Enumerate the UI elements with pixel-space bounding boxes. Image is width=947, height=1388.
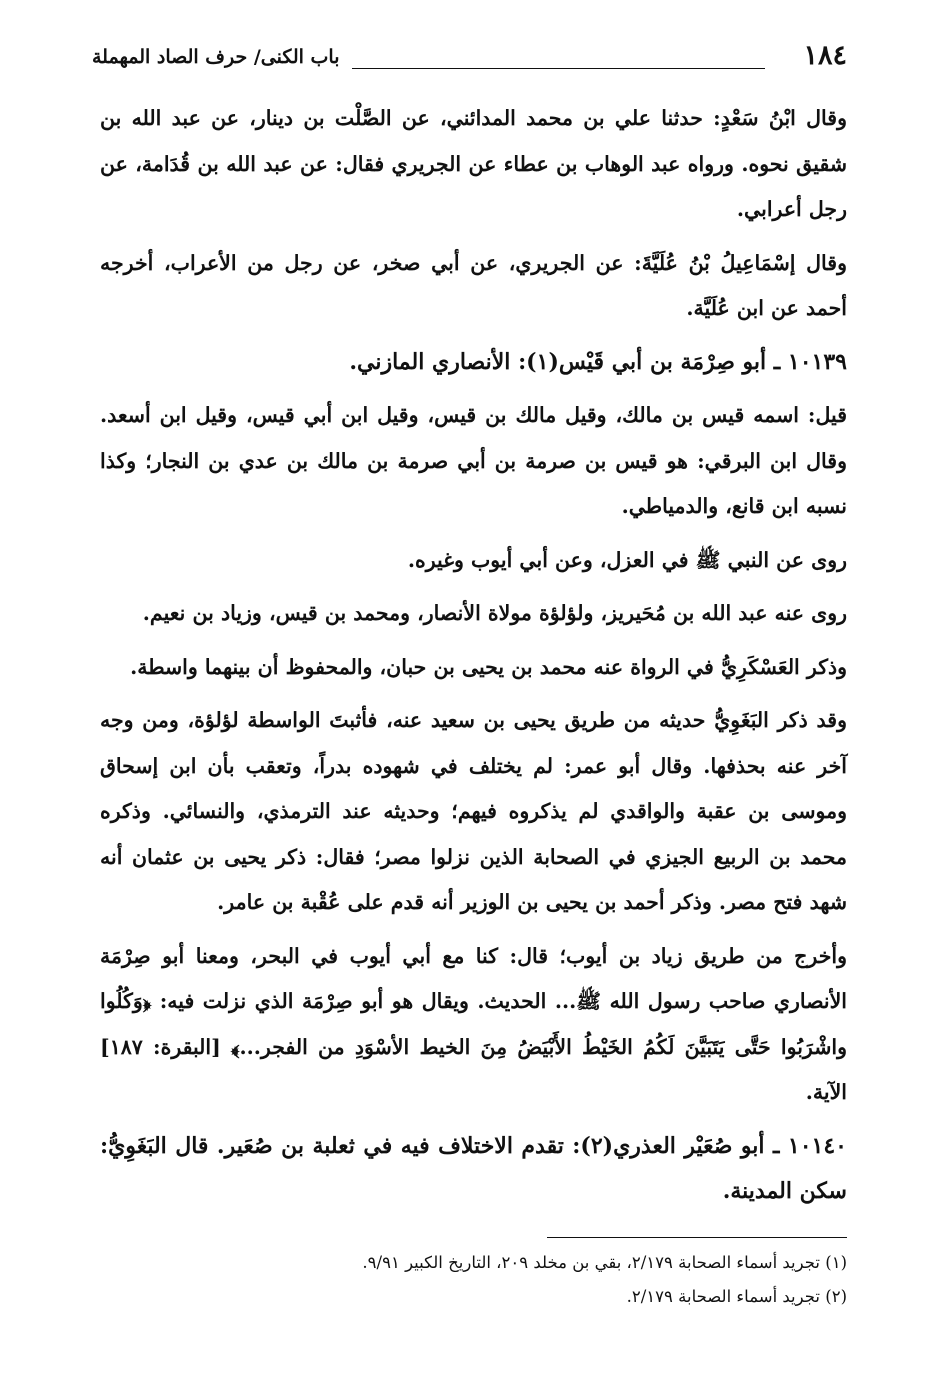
- paragraph-askari: وذكر العَسْكَرِيُّ في الرواة عنه محمد بن يحيى بن حبان، والمحفوظ أن بينهما واسطة.: [130, 654, 847, 679]
- footnotes: [100, 1246, 847, 1314]
- entry-heading-10139: ١٠١٣٩ ـ أبو صِرْمَة بن أبي قَيْس(١): الأنصاري المازني.: [349, 348, 847, 375]
- paragraph-ibn-saad: وقال ابْنُ سَعْدٍ: حدثنا علي بن محمد المدائني، عن الصَّلْت بن دينار، عن عبد الله بن شقيق نحوه. ورواه عبد الوهاب بن عطاء عن الجريري فقال: عن عبد الله بن قُدَامة، عن رجل أعرابي.: [100, 106, 847, 221]
- paragraph-baghawi: وقد ذكر البَغَوِيُّ حديثه من طريق يحيى بن سعيد عنه، فأثبتَ الواسطة لؤلؤة، ومن وجه آخر عنه بحذفها. وقال أبو عمر: لم يختلف في شهوده بدراً، وتعقب بأن ابن إسحاق وموسى بن عقبة والواقدي لم يذكروه فيهم؛ وحديثه عند الترمذي، والنسائي. وذكره محمد بن الربيع الجيزي في الصحابة الذين نزلوا مصر؛ فقال: ذكر يحيى بن عثمان أنه شهد فتح مصر. وذكر أحمد بن يحيى بن الوزير أنه قدم على عُقْبة بن عامر.: [100, 708, 847, 914]
- footnote-rule: [547, 1237, 847, 1238]
- paragraph-ziyad-ibn-ayyub: وأخرج من طريق زياد بن أيوب؛ قال: كنا مع أبي أيوب في البحر، ومعنا أبو صِرْمَة الأنصاري صاحب رسول الله ﷺ... الحديث. ويقال هو أبو صِرْمَة الذي نزلت فيه: ﴿وَكُلُوا واشْرَبُوا حَتَّى يَتَبَيَّنَ لَكُمُ الخَيْطُ الأَبْيَضُ مِنَ الخيط الأسْوَدِ من الفجر...﴾ [البقرة: ١٨٧] الآية.: [100, 943, 847, 1104]
- header-rule: [352, 68, 765, 69]
- entry-heading-10140: ١٠١٤٠ ـ أبو صُعَيْر العذري(٢): تقدم الاختلاف فيه في ثعلبة بن صُعَير. قال البَغَوِيُّ: سكن المدينة.: [100, 1132, 847, 1204]
- paragraph-narrated-by: روى عنه عبد الله بن مُحَيريز، ولؤلؤة مولاة الأنصار، ومحمد بن قيس، وزياد بن نعيم.: [142, 601, 847, 625]
- paragraph-narrated-from: روى عن النبي ﷺ في العزل، وعن أبي أيوب وغيره.: [407, 547, 847, 572]
- footnote-2: (٢) تجريد أسماء الصحابة ٢/١٧٩.: [626, 1287, 847, 1306]
- running-title: باب الكنى/ حرف الصاد المهملة: [92, 46, 340, 68]
- page-header: [92, 40, 847, 84]
- footnote-1: (١) تجريد أسماء الصحابة ٢/١٧٩، بقي بن مخلد ٢٠٩، التاريخ الكبير ٩/٩١.: [362, 1253, 847, 1272]
- paragraph-name-variants: قيل: اسمه قيس بن مالك، وقيل مالك بن قيس، وقيل ابن أبي قيس، وقيل ابن أسعد. وقال ابن البرقي: هو قيس بن صرمة بن أبي صرمة بن مالك بن عدي بن النجار؛ وكذا نسبه ابن قانع، والدمياطي.: [100, 403, 847, 518]
- paragraph-ismail-ibn-ulayya: وقال إسْمَاعِيلُ بْنُ عُلَيَّةَ: عن الجريري، عن أبي صخر، عن رجل من الأعراب، أخرجه أحمد عن ابن عُلَيَّة.: [100, 250, 847, 320]
- main-text: [100, 96, 847, 1223]
- page-number: ١٨٤: [803, 40, 847, 71]
